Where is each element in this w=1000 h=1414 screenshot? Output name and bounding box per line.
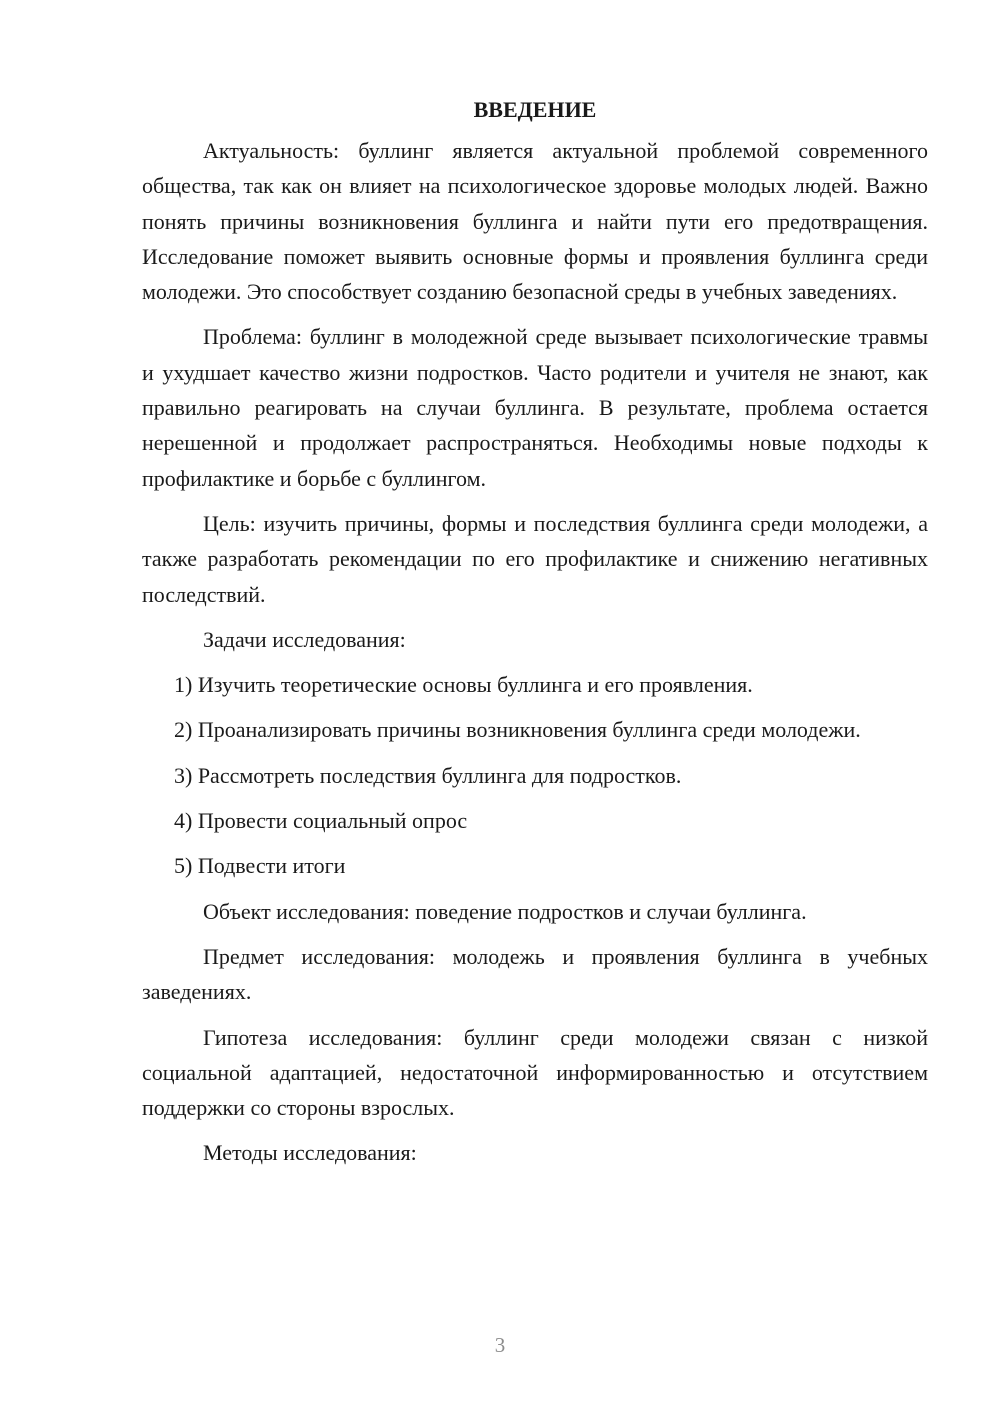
task-item: 2) Проанализировать причины возникновения буллинга среди молодежи. bbox=[174, 717, 861, 743]
task-item: 1) Изучить теоретические основы буллинга и его проявления. bbox=[174, 672, 753, 698]
section-title: ВВЕДЕНИЕ bbox=[473, 97, 597, 122]
object-paragraph: Объект исследования: поведение подростков и случаи буллинга. bbox=[203, 898, 807, 924]
relevance-paragraph: Актуальность: буллинг является актуальной проблемой современного общества, так как он влияет на психологическое здоровье молодых людей. Важно понять причины возникновения буллинга и найти пути его предотвращения. Исследование поможет выявить основные формы и проявления буллинга среди молодежи. Это способствует созданию безопасной среды в учебных заведениях. bbox=[142, 138, 928, 305]
task-item: 5) Подвести итоги bbox=[174, 853, 346, 879]
tasks-heading: Задачи исследования: bbox=[203, 626, 406, 652]
task-item: 3) Рассмотреть последствия буллинга для подростков. bbox=[174, 762, 682, 788]
problem-paragraph: Проблема: буллинг в молодежной среде вызывает психологические травмы и ухудшает качество жизни подростков. Часто родители и учителя не знают, как правильно реагировать на случаи буллинга. В результате, проблема остается нерешенной и продолжает распространяться. Необходимы новые подходы к профилактике и борьбе с буллингом. bbox=[142, 324, 928, 491]
hypothesis-paragraph: Гипотеза исследования: буллинг среди молодежи связан с низкой социальной адаптацией, недостаточной информированностью и отсутствием поддержки со стороны взрослых. bbox=[142, 1024, 928, 1121]
goal-paragraph: Цель: изучить причины, формы и последствия буллинга среди молодежи, а также разработать рекомендации по его профилактике и снижению негативных последствий. bbox=[142, 510, 928, 607]
document-page bbox=[142, 92, 928, 1181]
page-number: 3 bbox=[494, 1333, 506, 1357]
subject-paragraph: Предмет исследования: молодежь и проявления буллинга в учебных заведениях. bbox=[142, 943, 928, 1005]
task-item: 4) Провести социальный опрос bbox=[174, 808, 468, 834]
methods-heading: Методы исследования: bbox=[203, 1140, 417, 1166]
